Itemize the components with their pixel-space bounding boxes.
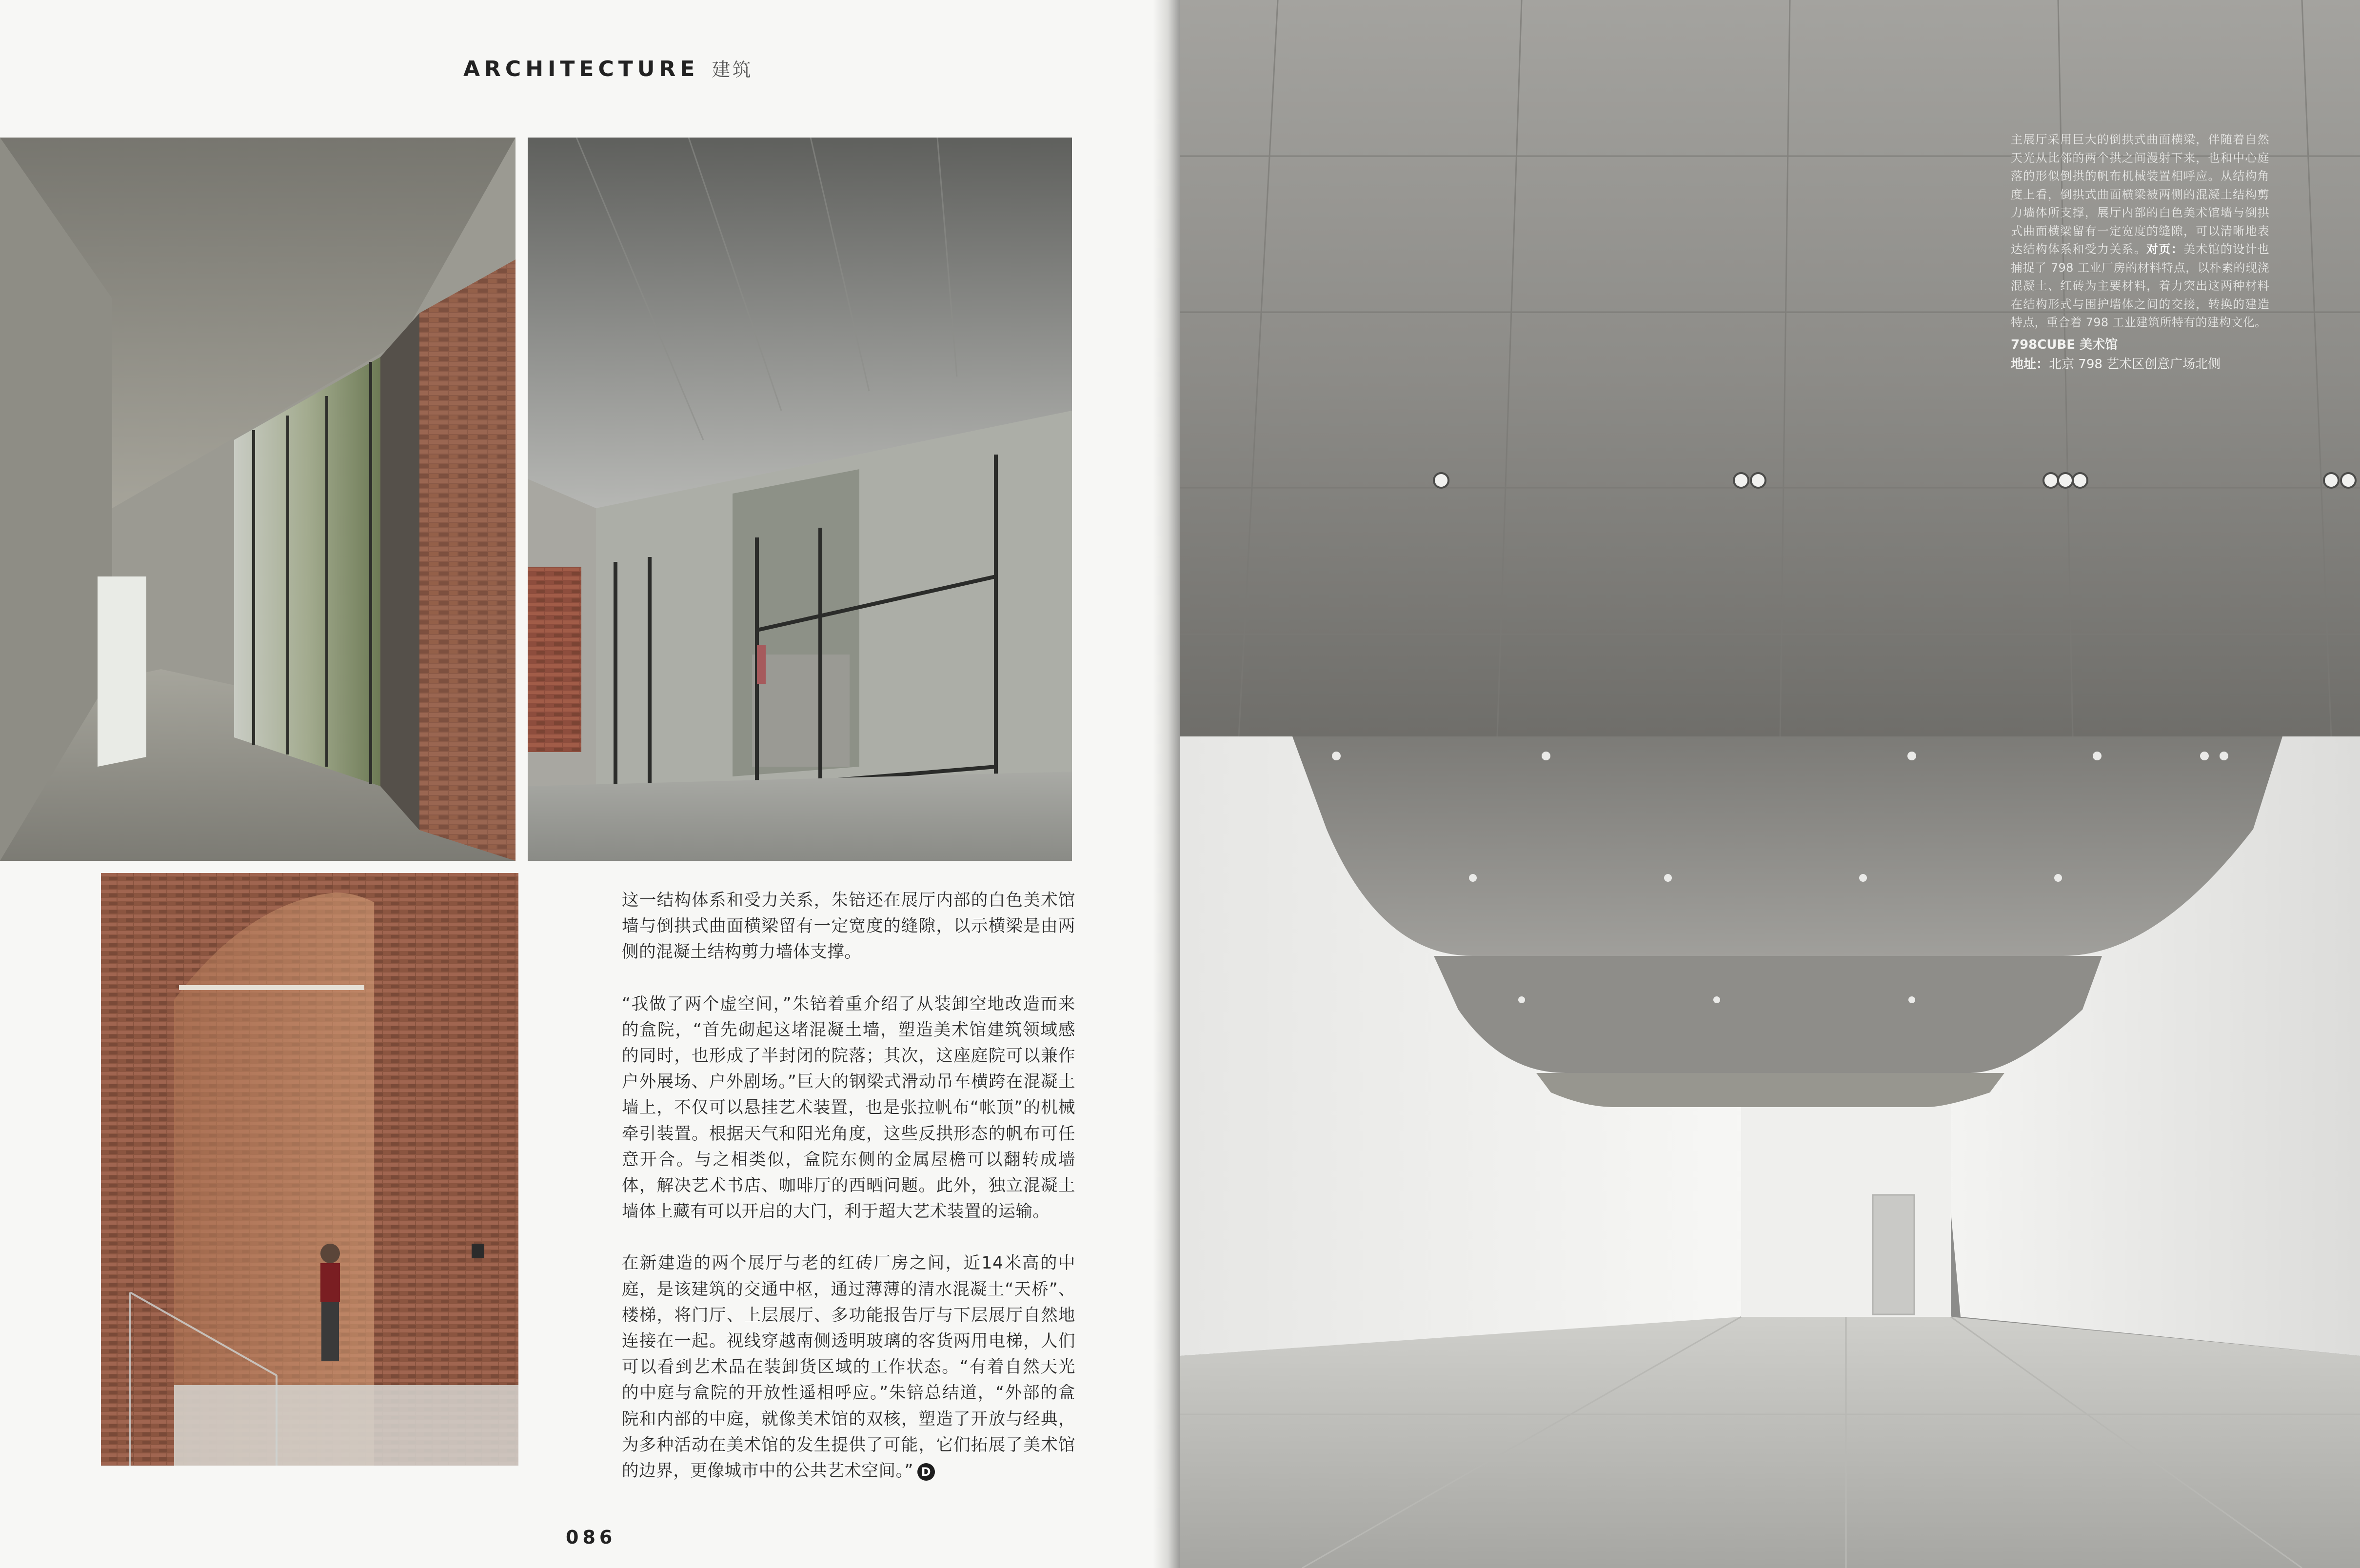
section-header xyxy=(463,55,753,89)
paragraph-1: 这一结构体系和受力关系，朱锫还在展厅内部的白色美术馆墙与倒拱式曲面横梁留有一定宽度的缝隙，以示横梁是由两侧的混凝土结构剪力墙体支撑。 xyxy=(622,891,1075,962)
page-gutter xyxy=(1153,0,1180,1568)
atrium-illustration xyxy=(101,873,518,1466)
paragraph-3-text: 在新建造的两个展厅与老的红砖厂房之间，近14米高的中庭，是该建筑的交通中枢，通过薄薄的清水混凝土“天桥”、楼梯，将门厅、上层展厅、多功能报告厅与下层展厅自然地连接在一起。视线穿越南侧透明玻璃的客货两用电梯，人们可以看到艺术品在装卸货区域的工作状态。“有着自然天光的中庭与盒院的开放性遥相呼应。”朱锫总结道，“外部的盒院和内部的中庭，就像美术馆的双核，塑造了开放与经典，为多种活动在美术馆的发生提供了可能，它们拓展了美术馆的边界，更像城市中的公共艺术空间。” xyxy=(622,1253,1075,1481)
right-page xyxy=(1180,0,2360,1568)
paragraph-3 xyxy=(622,1250,1075,1484)
photo-caption xyxy=(2011,131,2269,332)
section-title-zh: 建筑 xyxy=(712,59,753,80)
corridor-illustration xyxy=(0,138,516,861)
venue-name: 798CUBE 美术馆 xyxy=(2011,337,2118,352)
caption-emphasis: 对页： xyxy=(2146,242,2183,256)
section-title-en: ARCHITECTURE xyxy=(463,57,699,81)
entrance-illustration xyxy=(528,138,1072,861)
caption-text-a: 主展厅采用巨大的倒拱式曲面横梁，伴随着自然天光从比邻的两个拱之间漫射下来，也和中心庭落的形似倒拱的帆布机械装置相呼应。从结构角度上看，倒拱式曲面横梁被两侧的混凝土结构剪力墙体所支撑，展厅内部的白色美术馆墙与倒拱式曲面横梁留有一定宽度的缝隙，可以清晰地表达结构体系和受力关系。 xyxy=(2011,133,2269,256)
end-mark-icon: D xyxy=(917,1463,935,1481)
address-label: 地址： xyxy=(2011,357,2049,372)
venue-info xyxy=(2011,335,2284,374)
address-text: 北京 798 艺术区创意广场北侧 xyxy=(2049,357,2221,372)
page-number: 086 xyxy=(566,1527,616,1548)
paragraph-2: “我做了两个虚空间，”朱锫着重介绍了从装卸空地改造而来的盒院，“首先砌起这堵混凝土墙，塑造美术馆建筑领域感的同时，也形成了半封闭的院落；其次，这座庭院可以兼作户外展场、户外剧场。”巨大的钢梁式滑动吊车横跨在混凝土墙上，不仅可以悬挂艺术装置，也是张拉帆布“帐顶”的机械牵引装置。根据天气和阳光角度，这些反拱形态的帆布可任意开合。与之相类似，盒院东侧的金属屋檐可以翻转成墙体，解决艺术书店、咖啡厅的西晒问题。此外，独立混凝土墙体上藏有可以开启的大门，利于超大艺术装置的运输。 xyxy=(622,994,1075,1222)
caption-text-b: 美术馆的设计也捕捉了 798 工业厂房的材料特点，以朴素的现浇混凝土、红砖为主要材料，着力突出这两种材料在结构形式与围护墙体之间的交接，转换的建造特点，重合着 798 工业建筑所特有的建构文化。 xyxy=(2011,242,2269,329)
left-page xyxy=(0,0,1170,1568)
venue-address xyxy=(2011,355,2284,374)
entrance-photo xyxy=(528,138,1072,861)
article-body xyxy=(622,888,1075,1510)
corridor-photo xyxy=(0,138,516,861)
atrium-photo xyxy=(101,873,518,1466)
